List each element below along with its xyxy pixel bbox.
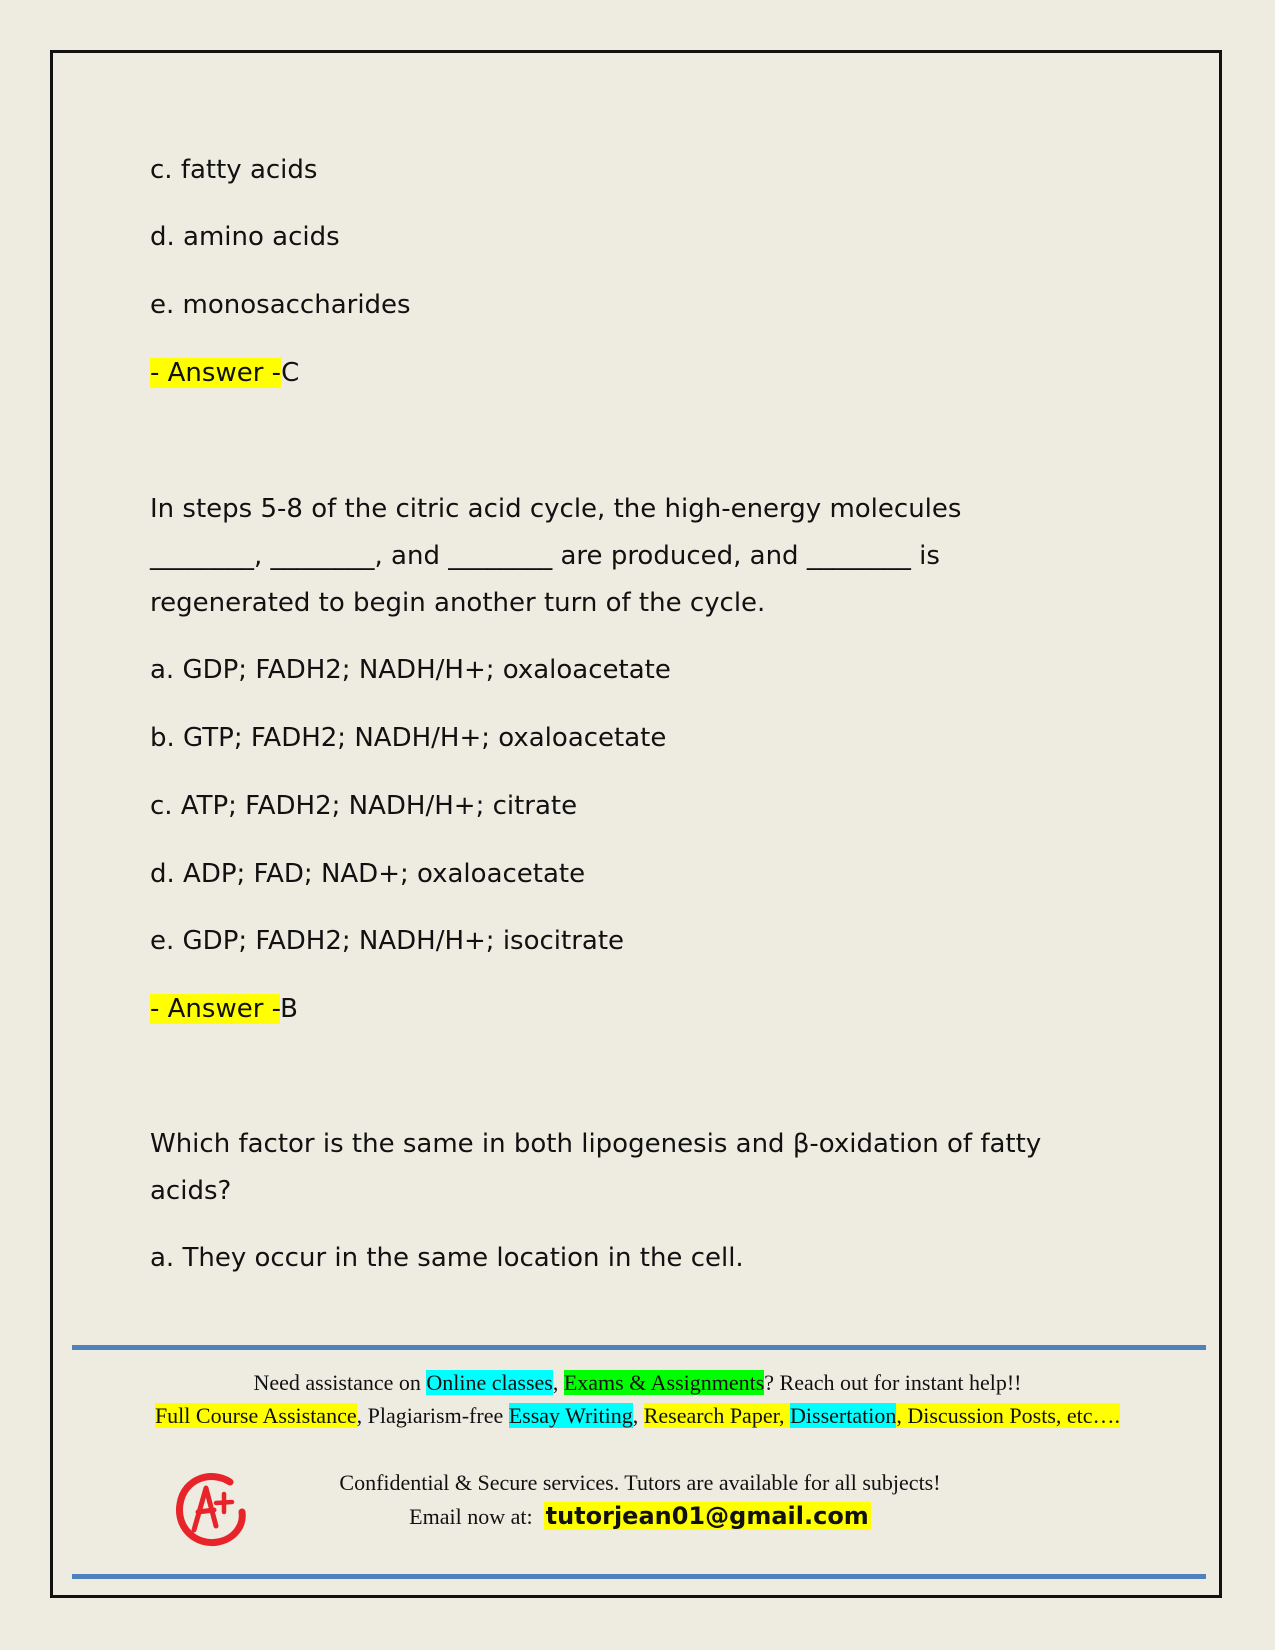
footer-line-3: Confidential & Secure services. Tutors are available for all subjects! [339, 1470, 941, 1495]
page-border [50, 50, 1222, 1598]
question-2-line-2: ________, ________, and ________ are produced, and ________ is [150, 541, 940, 571]
online-classes-highlight: Online classes [426, 1370, 553, 1395]
footer-text: , [632, 1403, 644, 1428]
answer-label: - Answer - [150, 358, 282, 388]
discussion-highlight: , Discussion Posts, etc…. [896, 1403, 1121, 1428]
answer-prev [150, 356, 299, 390]
email-label: Email now at: [409, 1504, 533, 1529]
option-c-prev: c. fatty acids [150, 155, 318, 185]
full-course-highlight: Full Course Assistance [154, 1403, 357, 1428]
answer-2 [150, 992, 298, 1026]
footer-text: , [552, 1370, 564, 1395]
question-3-line-1: Which factor is the same in both lipogenesis and β-oxidation of fatty [150, 1129, 1042, 1159]
research-paper-highlight: Research Paper, [643, 1403, 785, 1428]
footer-text: Need assistance on [253, 1370, 427, 1395]
option-d-prev: d. amino acids [150, 222, 340, 252]
footer-line-1 [0, 1370, 1275, 1396]
footer-email-line [320, 1502, 960, 1530]
footer-rule-top [72, 1345, 1206, 1350]
footer-line-2 [0, 1403, 1275, 1429]
option-d: d. ADP; FAD; NAD+; oxaloacetate [150, 859, 586, 889]
question-2-line-1: In steps 5-8 of the citric acid cycle, the high-energy molecules [150, 494, 962, 524]
option-b: b. GTP; FADH2; NADH/H+; oxaloacetate [150, 723, 667, 753]
email-link[interactable]: tutorjean01@gmail.com [545, 1502, 869, 1530]
answer-value: B [280, 994, 298, 1024]
option-e: e. GDP; FADH2; NADH/H+; isocitrate [150, 926, 625, 956]
dissertation-highlight: Dissertation [790, 1403, 897, 1428]
a-plus-logo-icon [172, 1468, 250, 1548]
question-3-line-2: acids? [150, 1176, 232, 1206]
footer-rule-bottom [72, 1574, 1206, 1579]
footer-text: , Plagiarism-free [356, 1403, 509, 1428]
question-2-line-3: regenerated to begin another turn of the cycle. [150, 588, 766, 618]
option-a: a. GDP; FADH2; NADH/H+; oxaloacetate [150, 655, 671, 685]
exams-highlight: Exams & Assignments [563, 1370, 765, 1395]
answer-label: - Answer - [150, 994, 281, 1024]
option-c: c. ATP; FADH2; NADH/H+; citrate [150, 791, 578, 821]
footer-text: ? Reach out for instant help!! [764, 1370, 1022, 1395]
option-a-q3: a. They occur in the same location in the cell. [150, 1243, 744, 1273]
answer-value: C [281, 358, 300, 388]
option-e-prev: e. monosaccharides [150, 290, 411, 320]
essay-writing-highlight: Essay Writing [508, 1403, 633, 1428]
